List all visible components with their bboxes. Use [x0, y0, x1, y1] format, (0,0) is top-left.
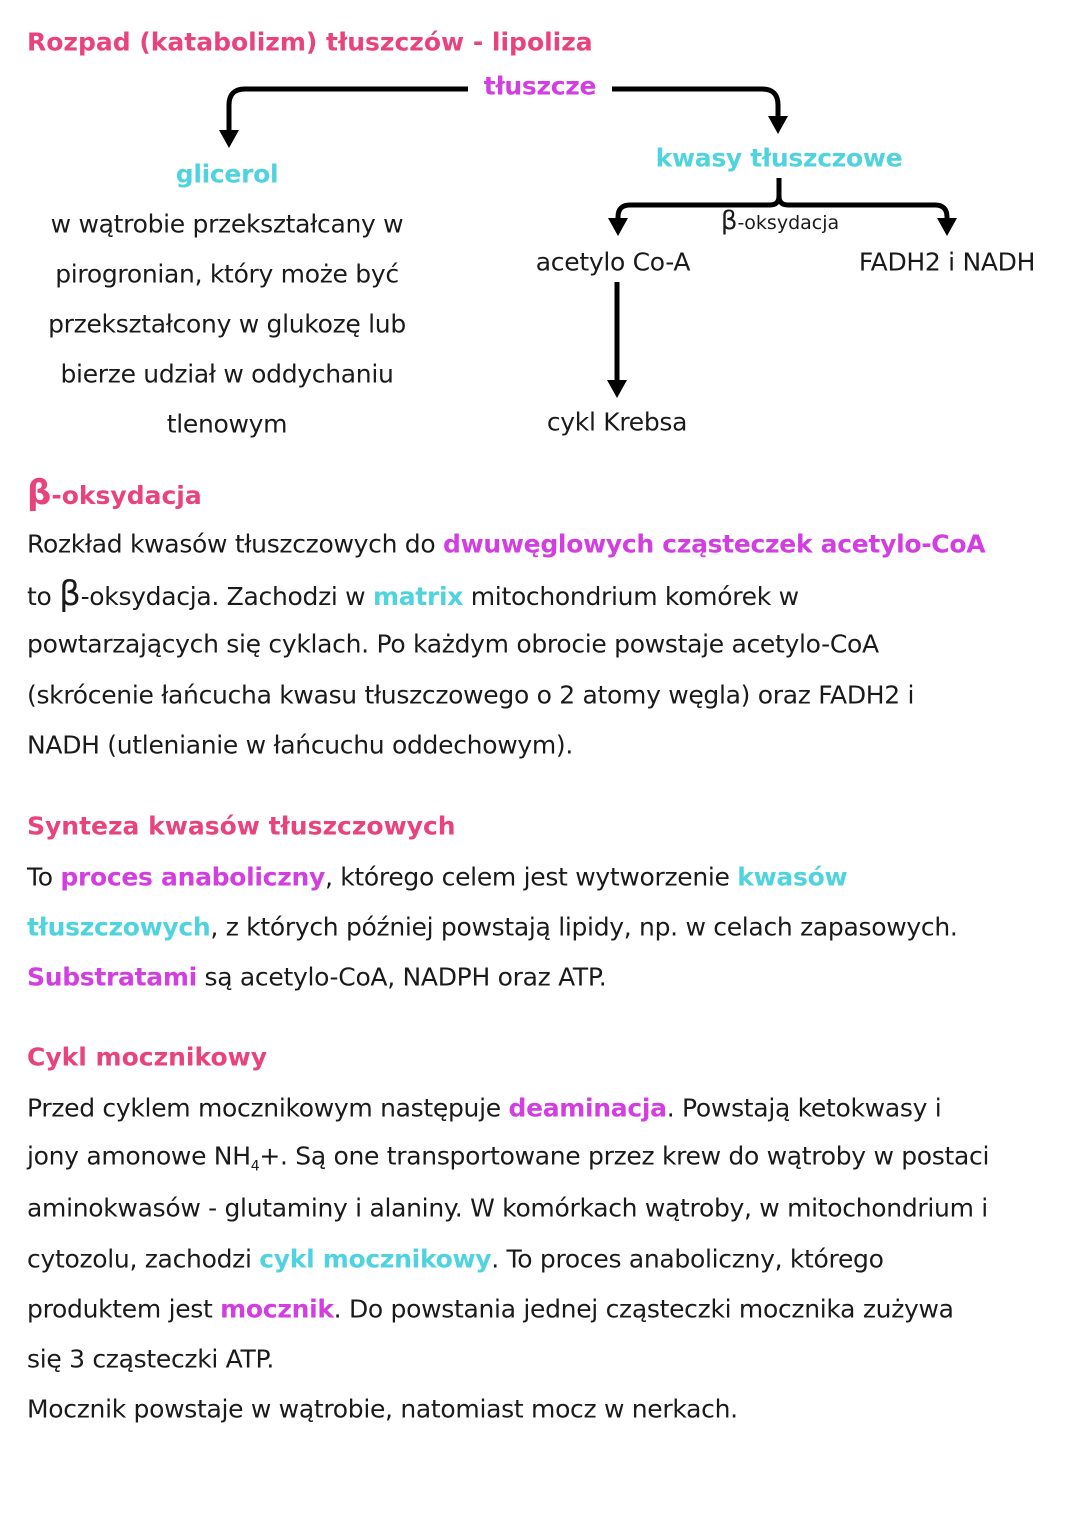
highlighted-term: mocznik [220, 1294, 334, 1324]
text-run: Mocznik powstaje w wątrobie, natomiast mocz w nerkach. [27, 1394, 738, 1424]
paragraph-line [27, 863, 847, 892]
text-run: . To proces anaboliczny, którego [491, 1244, 884, 1274]
text-run: Rozkład kwasów tłuszczowych do [27, 529, 443, 559]
text-run: powtarzających się cyklach. Po każdym obrocie powstaje acetylo-CoA [27, 629, 879, 659]
paragraph-line [27, 1244, 884, 1273]
highlighted-term: matrix [372, 582, 464, 612]
glicerol-description-line: w wątrobie przekształcany w [50, 209, 404, 239]
text-run: +. Są one transportowane przez krew do wątroby w postaci [259, 1141, 990, 1171]
paragraph-line [27, 1294, 954, 1323]
text-run: To [27, 862, 61, 892]
paragraph-line [27, 1094, 941, 1123]
text-run: (skrócenie łańcucha kwasu tłuszczowego o 2 atomy węgla) oraz FADH2 i [27, 680, 915, 710]
glicerol-description-line: bierze udział w oddychaniu [60, 359, 394, 389]
highlighted-term: proces anaboliczny [60, 862, 325, 892]
section-heading [27, 812, 456, 841]
section-heading [27, 473, 202, 513]
highlighted-term: dwuwęglowych cząsteczek acetylo-CoA [443, 529, 986, 559]
section-heading-text: -oksydacja [51, 481, 202, 510]
paragraph-line [27, 530, 985, 559]
text-run: , z których później powstają lipidy, np. w celach zapasowych. [210, 912, 958, 942]
paragraph-line [27, 963, 606, 992]
text-run: -oksydacja. Zachodzi w [80, 582, 373, 612]
text-run: mitochondrium komórek w [463, 582, 799, 612]
arrow-to-kwasy [612, 89, 778, 118]
label-beta-oksydacja [721, 206, 839, 236]
text-run: 4 [250, 1158, 260, 1175]
text-run: NADH (utlenianie w łańcuchu oddechowym). [27, 730, 573, 760]
beta-symbol: β [27, 473, 52, 513]
node-fadh2-nadh: FADH2 i NADH [858, 247, 1036, 277]
node-tluszcze: tłuszcze [483, 71, 597, 101]
section-heading-text: Cykl mocznikowy [27, 1042, 268, 1072]
node-acetylo-coa: acetylo Co-A [535, 247, 691, 277]
text-run: aminokwasów - glutaminy i alaniny. W komórkach wątroby, w mitochondrium i [27, 1193, 988, 1223]
paragraph-line [27, 730, 573, 759]
paragraph-line [27, 913, 958, 942]
highlighted-term: deaminacja [508, 1093, 667, 1123]
paragraph-line [27, 630, 879, 659]
text-run: β [59, 574, 81, 615]
text-run: produktem jest [27, 1294, 221, 1324]
text-run: jony amonowe NH [27, 1141, 251, 1171]
arrow-to-glicerol [229, 89, 468, 132]
text-run: , którego celem jest wytworzenie [324, 862, 738, 892]
text-run: . Powstają ketokwasy i [666, 1093, 942, 1123]
highlighted-term: tłuszczowych [27, 912, 211, 942]
glicerol-description-line: przekształcony w glukozę lub [48, 309, 406, 339]
paragraph-line [27, 1194, 988, 1223]
paragraph-line [27, 1395, 738, 1424]
section-heading [27, 1043, 267, 1072]
text-run: to [27, 582, 60, 612]
highlighted-term: Substratami [27, 962, 197, 992]
text-run: Przed cyklem mocznikowym następuje [27, 1093, 509, 1123]
text-run: . Do powstania jednej cząsteczki mocznika zużywa [333, 1294, 954, 1324]
page-title: Rozpad (katabolizm) tłuszczów - lipoliza [27, 27, 593, 57]
section-heading-text: Synteza kwasów tłuszczowych [27, 811, 456, 841]
glicerol-description-line: tlenowym [166, 409, 288, 439]
node-glicerol: glicerol [175, 159, 279, 189]
highlighted-term: kwasów [737, 862, 848, 892]
paragraph-line [27, 1345, 274, 1374]
highlighted-term: cykl mocznikowy [259, 1244, 492, 1274]
text-run: są acetylo-CoA, NADPH oraz ATP. [196, 962, 607, 992]
beta-symbol: β [720, 206, 738, 236]
text-run: się 3 cząsteczki ATP. [27, 1344, 275, 1374]
node-kwasy-tluszczowe: kwasy tłuszczowe [655, 143, 903, 173]
paragraph-line [27, 680, 914, 709]
node-cykl-krebsa: cykl Krebsa [546, 407, 688, 437]
beta-label: -oksydacja [737, 212, 840, 234]
text-run: cytozolu, zachodzi [27, 1244, 260, 1274]
glicerol-description-line: pirogronian, który może być [55, 259, 399, 289]
paragraph-line [27, 1142, 989, 1175]
paragraph-line [27, 574, 799, 614]
